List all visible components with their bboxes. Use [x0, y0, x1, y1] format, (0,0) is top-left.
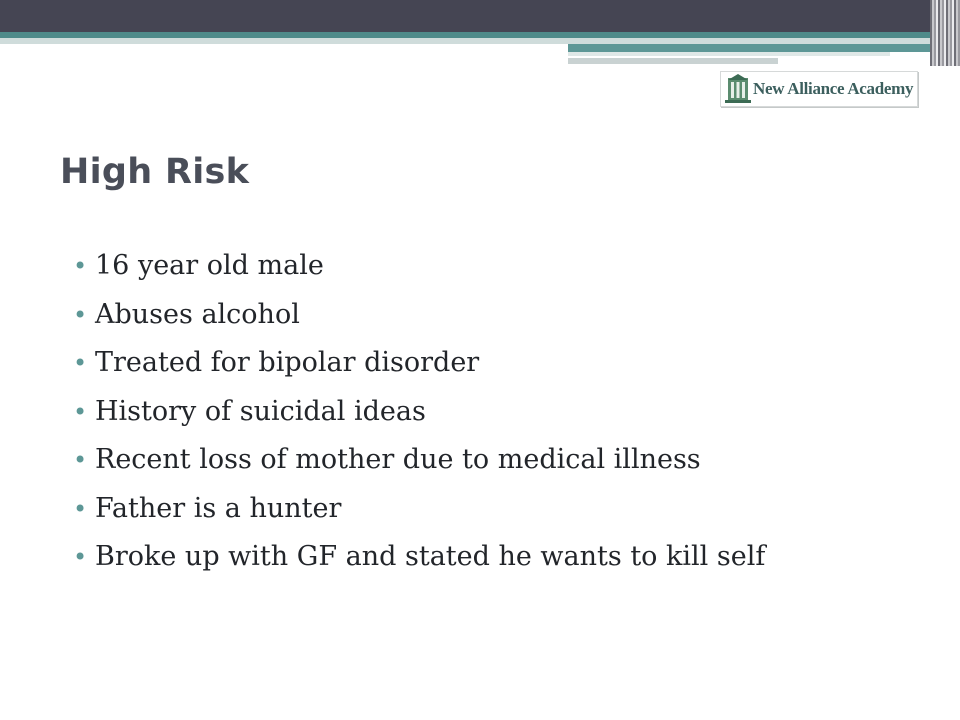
slide-title: High Risk — [60, 152, 250, 192]
bullet-marker: • — [73, 252, 88, 280]
header-light-stripe-lower — [568, 52, 890, 56]
bullet-list — [73, 247, 765, 587]
bullet-text: Abuses alcohol — [95, 298, 300, 330]
bullet-text: Treated for bipolar disorder — [95, 347, 480, 378]
bullet-item — [73, 393, 765, 442]
bullet-item — [73, 441, 765, 490]
bullet-marker: • — [73, 349, 88, 377]
header-corner-pattern — [930, 0, 960, 66]
bullet-marker: • — [73, 543, 88, 571]
bullet-item — [73, 296, 765, 345]
bullet-text: 16 year old male — [95, 250, 324, 281]
header-bar — [0, 0, 960, 32]
bullet-item — [73, 490, 765, 539]
bullet-text: Broke up with GF and stated he wants to kill self — [95, 541, 766, 572]
bullet-item — [73, 538, 765, 587]
academy-logo — [720, 71, 918, 107]
header-grey-stripe-lower — [568, 58, 778, 64]
bullet-text: History of suicidal ideas — [95, 395, 426, 427]
bullet-text: Recent loss of mother due to medical illness — [95, 444, 701, 475]
logo-text: New Alliance Academy — [753, 79, 914, 98]
bullet-item — [73, 247, 765, 296]
building-icon — [724, 74, 752, 104]
bullet-marker: • — [73, 397, 88, 426]
bullet-marker: • — [73, 446, 88, 474]
bullet-marker: • — [73, 494, 88, 523]
bullet-item — [73, 344, 765, 393]
bullet-text: Father is a hunter — [95, 492, 342, 524]
bullet-marker: • — [73, 300, 88, 329]
header-accent-stripe-lower — [568, 44, 930, 52]
